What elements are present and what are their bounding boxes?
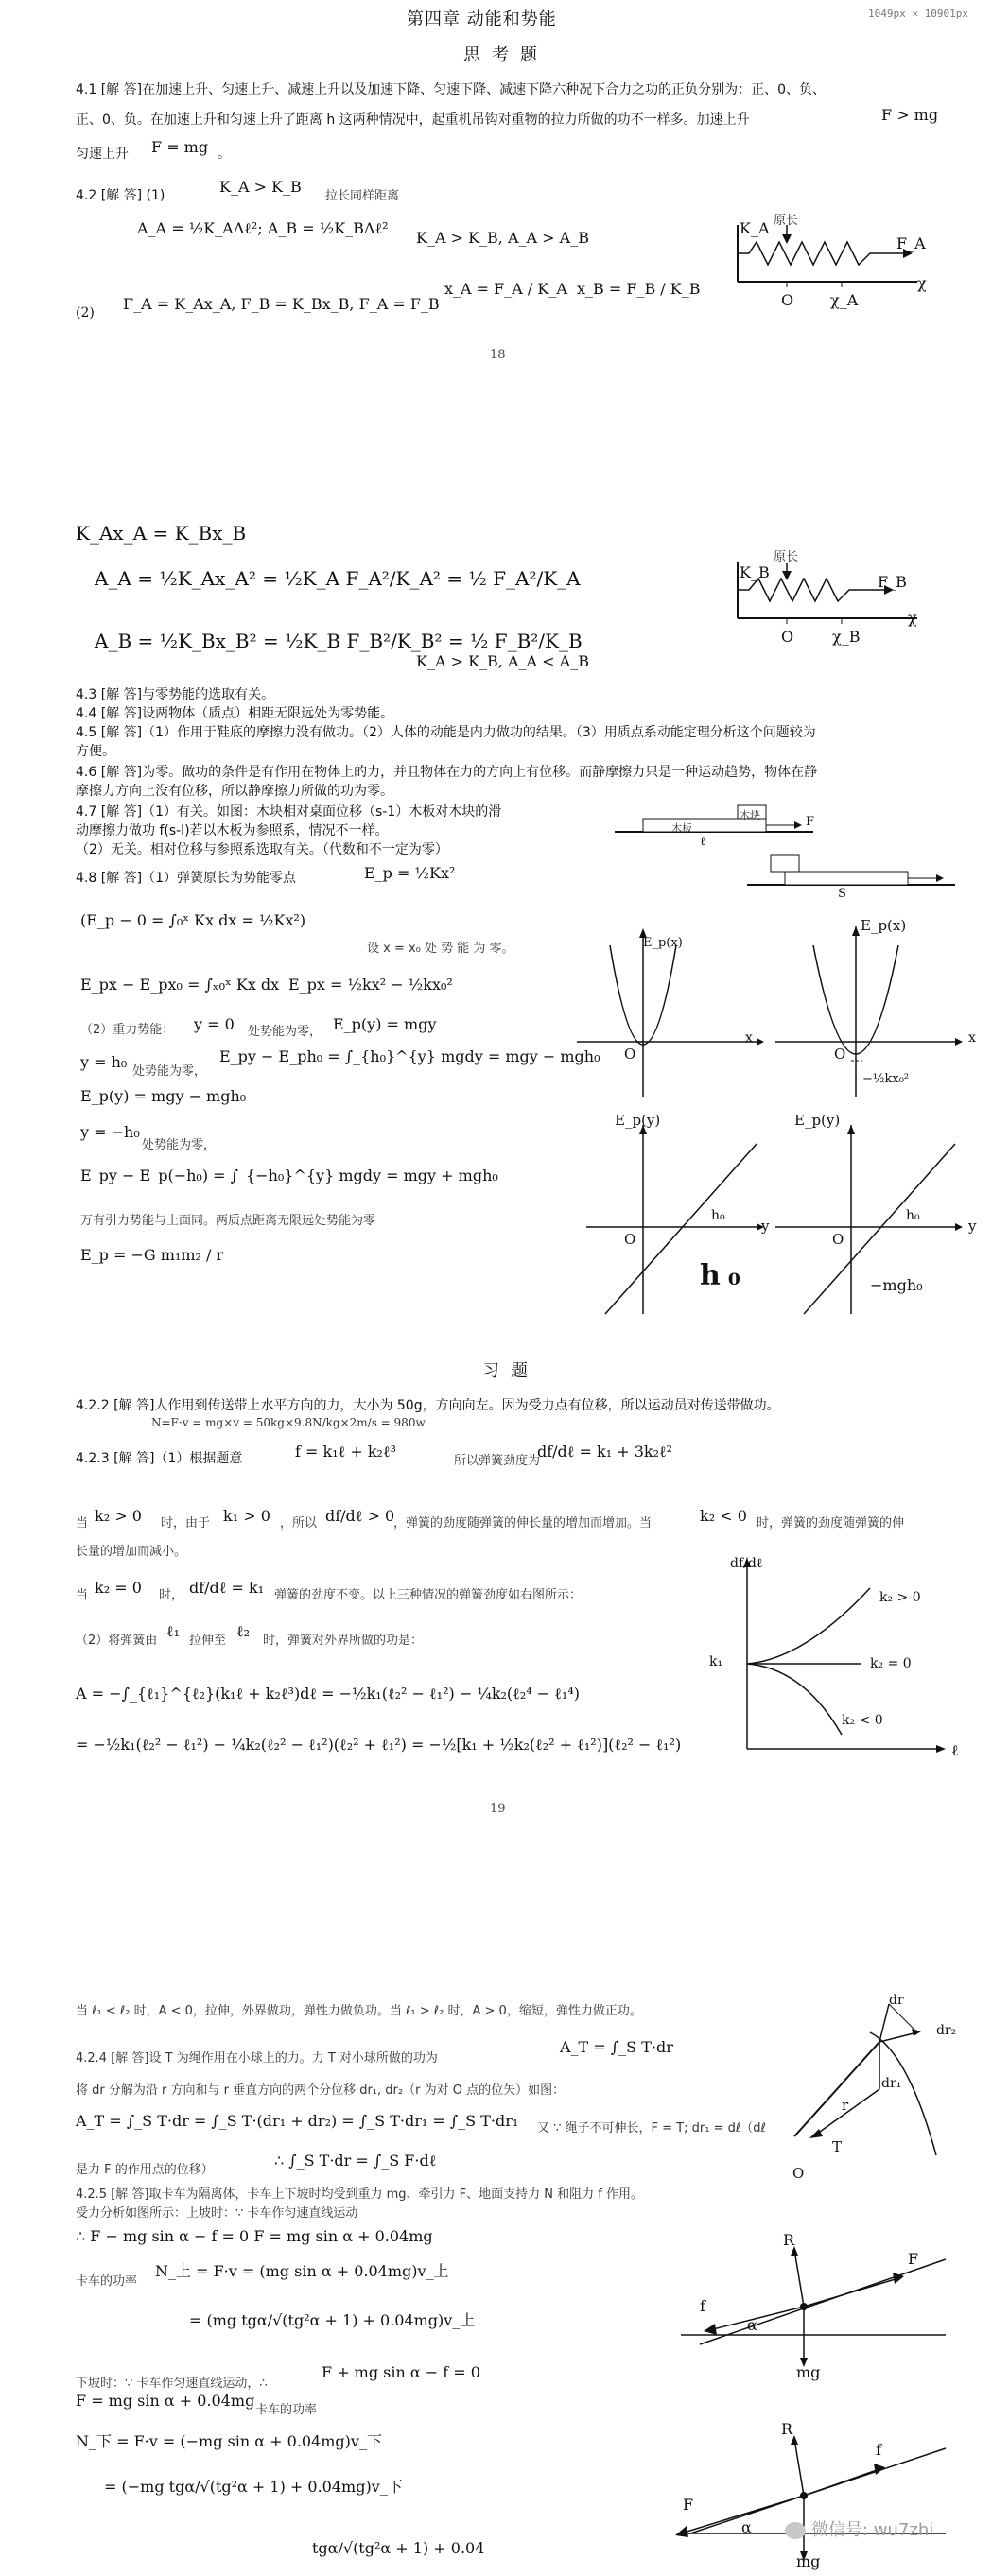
figure-s-label: S [838,887,846,901]
exercise-4-2-4-line-3: 是力 F 的作用点的位移） [76,2163,214,2177]
incline-bottom-f: F [683,2496,694,2514]
stiffness-plot [719,1550,965,1768]
spring-figure-b-label: 原长 [774,550,799,564]
exercise-4-2-3-l4c: 拉伸至 [189,1634,227,1648]
plot-4-y-label: E_p(y) [794,1112,841,1129]
plot-2-origin: O [834,1046,846,1063]
answer-4-1-eq-prefix: 匀速上升 [76,147,129,162]
exercise-4-2-3-l1f: df/dℓ > 0 [325,1507,395,1525]
plot-4-min-label: −mgh₀ [870,1276,923,1294]
exercise-4-2-5-line-1: 4.2.5 [解 答]取卡车为隔离体，卡车上下坡时均受到重力 mg、牵引力 F、地面支持力 N 和阻力 f 作用。 [76,2187,643,2202]
answer-4-8-eq2b: E_px = ½kx² − ½kx₀² [288,976,453,994]
block-board-figure [605,792,965,896]
spring-figure-a-force: F_A [896,234,926,252]
answer-4-7-line-1: 4.7 [解 答]（1）有关。如图：木块相对桌面位移（s-1）木板对木块的滑 [76,804,502,820]
answer-4-1-eq-accelerate: F > mg [881,106,939,124]
exercise-4-2-5-down-2: F = mg sin α + 0.04mg [76,2392,255,2410]
answer-4-2-work-eq: A_A = ½K_AΔℓ²; A_B = ½K_BΔℓ² [137,219,389,237]
answer-4-8-eq1-note: 设 x = x₀ 处 势 能 为 零。 [367,942,514,956]
answer-4-2-lead: 4.2 [解 答] (1) [76,188,165,203]
answer-4-3: 4.3 [解 答]与零势能的选取有关。 [76,687,275,702]
exercise-4-2-4-line-1: 4.2.4 [解 答]设 T 为绳作用在小球上的力。力 T 对小球所做的功为 [76,2051,438,2066]
exercise-4-2-5-down-1-lead: 下坡时：∵ 卡车作匀速直线运动，∴ [76,2377,268,2391]
answer-4-7-line-3: （2）无关。相对位移与参照系选取有关。（代数和不一定为零） [76,842,448,857]
rope-figure-dr1: dr₁ [881,2076,902,2091]
exercise-4-2-2-calc: N=F·v = mg×v = 50kg×9.8N/kg×2m/s = 980w [151,1416,426,1429]
stiffness-plot-curve-zero: k₂ = 0 [870,1656,912,1671]
exercise-4-2-3-mid: 所以弹簧劲度为 [454,1454,541,1468]
incline-top-fsmall: f [700,2297,705,2315]
answer-4-8-lead: 4.8 [解 答]（1）弹簧原长为势能零点 [76,871,296,886]
exercise-4-2-5-line-2: 受力分析如图所示：上坡时：∵ 卡车作匀速直线运动 [76,2206,358,2221]
page-number-18: 18 [490,348,506,362]
answer-4-8-g3: E_p(y) = mgy − mgh₀ [80,1087,247,1105]
stiffness-plot-curve-positive: k₂ > 0 [879,1590,921,1605]
rope-figure-dr: dr [889,1993,904,2008]
stiffness-plot-x-label: ℓ [951,1741,959,1759]
image-dimensions-label: 1049px × 10901px [868,8,968,20]
answer-4-8-gravity-lead: （2）重力势能： [80,1023,175,1037]
exercise-4-2-3-l3c: 时， [159,1588,184,1602]
exercise-4-2-3-work-eq-2: = −½k₁(ℓ₂² − ℓ₁²) − ¼k₂(ℓ₂² − ℓ₁²)(ℓ₂² + ℓ₁²) = −½[k₁ + ½k₂(ℓ₂² + ℓ₁²)](ℓ₂² − ℓ₁²) [76,1736,682,1754]
plot-2-y-label: E_p(x) [861,917,907,934]
spring-figure-a-axis: χ [917,274,927,292]
exercise-4-2-3-l1b: k₂ > 0 [95,1507,142,1525]
exercise-4-2-4-tail: 又 ∵ 绳子不可伸长，F = T; dr₁ = dℓ（dℓ [537,2121,766,2135]
incline-top-r: R [783,2231,795,2249]
rope-figure-origin: O [792,2165,805,2182]
rope-figure-dr2: dr₂ [936,2023,957,2038]
exercise-4-2-5-up-1: ∴ F − mg sin α − f = 0 F = mg sin α + 0.04mg [76,2227,433,2245]
incline-bottom-mg: mg [796,2552,821,2570]
answer-4-5-line-1: 4.5 [解 答]（1）作用于鞋底的摩擦力没有做功。（2）人体的动能是内力做功的结果。（3）用质点系动能定理分析这个问题较为 [76,725,816,740]
figure-block-label: 木块 [740,809,760,821]
plot-1-y-label: E_p(x) [643,936,683,950]
page2-eq-3: A_B = ½K_Bx_B² = ½K_B F_B²/K_B² = ½ F_B²/K_B [95,630,583,652]
plot-3-big-h0: h₀ [700,1259,748,1292]
plot-2-min-label: −½kx₀² [862,1072,910,1086]
answer-4-2-xb: x_B = F_B / K_B [577,280,701,298]
exercise-4-2-4-eq-2: A_T = ∫_S T·dr = ∫_S T·(dr₁ + dr₂) = ∫_S T·dr₁ = ∫_S T·dr₁ [76,2112,519,2130]
wechat-watermark-text: 微信号: wu7zhi [811,2520,934,2540]
answer-4-1-line-2: 正、0、负。在加速上升和匀速上升了距离 h 这两种情况中，起重机吊钩对重物的拉力所做的功不一样多。加速上升 [76,112,750,128]
answer-4-6-line-2: 摩擦力方向上没有位移，所以静摩擦力所做的功为零。 [76,784,393,799]
exercise-4-2-5-down-2-tail: 卡车的功率 [255,2403,318,2417]
exercise-4-2-5-up-2-lead: 卡车的功率 [76,2274,138,2289]
plot-3-y-label: E_p(y) [615,1112,661,1129]
figure-force-label: F [806,815,815,829]
plot-3-x-label: y [761,1218,770,1235]
answer-4-1-line-1: 4.1 [解 答]在加速上升、匀速上升、减速上升以及加速下降、匀速下降、减速下降六种况下合力之功的正负分别为：正、0、负、 [76,82,826,97]
answer-4-8-y-h0-note: 处势能为零， [132,1064,207,1079]
rope-figure-t: T [832,2138,843,2155]
exercise-4-2-3-l1h: k₂ < 0 [700,1507,747,1525]
spring-figure-a-k: K_A [740,219,770,237]
incline-top-mg: mg [796,2363,821,2381]
wechat-icon [785,2522,806,2539]
exercise-4-2-3-l4b: ℓ₁ [166,1622,181,1640]
plot-4-origin: O [832,1231,844,1248]
answer-4-8-y-neg-note: 处势能为零， [142,1138,217,1152]
plot-2-x-label: x [968,1030,976,1046]
answer-4-7-line-2: 动摩擦力做功 f(s-l)若以木板为参照系，情况不一样。 [76,823,389,838]
exercise-4-2-3-l3d: df/dℓ = k₁ [189,1579,265,1597]
page3-line-1: 当 ℓ₁ < ℓ₂ 时，A < 0，拉伸，外界做功，弹性力做负功。当 ℓ₁ > ℓ₂ 时，A > 0，缩短，弹性力做正功。 [76,2004,642,2018]
exercise-4-2-3-l1g: ，弹簧的劲度随弹簧的伸长量的增加而增加。当 [393,1516,653,1530]
spring-figure-b [728,543,946,666]
exercise-4-2-2: 4.2.2 [解 答]人作用到传送带上水平方向的力，大小为 50g，方向向左。因为受力点有位移，所以运动员对传送带做功。 [76,1398,780,1413]
exercise-4-2-3-l1a: 当 [76,1516,89,1530]
spring-figure-b-xb: χ_B [832,628,861,646]
section-title-exercises: 习题 [482,1361,539,1381]
plot-1-x-label: x [745,1030,753,1046]
answer-4-8-eq1: (E_p − 0 = ∫₀ˣ Kx dx = ½Kx²) [80,911,306,929]
exercise-4-2-5-down-4: = (−mg tgα/√(tg²α + 1) + 0.04mg)v_下 [104,2478,403,2496]
stiffness-plot-y-label: df/dℓ [730,1556,763,1571]
answer-4-6-line-1: 4.6 [解 答]为零。做功的条件是有作用在物体上的力，并且物体在力的方向上有位移。而静摩擦力只是一种运动趋势，物体在静 [76,765,818,780]
exercise-4-2-3-l3e: 弹簧的劲度不变。以上三种情况的弹簧劲度如右图所示： [274,1588,583,1602]
figure-l-label: ℓ [700,835,706,849]
incline-top-alpha: α [747,2316,757,2334]
plot-3-h0: h₀ [711,1208,725,1223]
exercise-4-2-3-work-eq-1: A = −∫_{ℓ₁}^{ℓ₂}(k₁ℓ + k₂ℓ³)dℓ = −½k₁(ℓ₂² − ℓ₁²) − ¼k₂(ℓ₂⁴ − ℓ₁⁴) [76,1685,580,1703]
answer-4-8-gravitation-eq: E_p = −G m₁m₂ / r [80,1246,224,1264]
incline-bottom-r: R [781,2420,793,2438]
answer-4-2-inequality: K_A > K_B [219,178,302,196]
incline-bottom-alpha: α [741,2518,752,2536]
page-number-19: 19 [490,1802,506,1816]
answer-4-2-force-eq: F_A = K_Ax_A, F_B = K_Bx_B, F_A = F_B [123,295,440,313]
answer-4-8-y0: y = 0 [194,1015,235,1033]
answer-4-8-y-h0: y = h₀ [80,1053,128,1071]
exercise-4-2-3-l2: 长量的增加而减小。 [76,1545,187,1559]
exercise-4-2-3-l3a: 当 [76,1588,89,1602]
exercise-4-2-3-l1e: ，所以 [280,1516,318,1530]
exercise-4-2-3-l4d: ℓ₂ [236,1622,251,1640]
answer-4-4: 4.4 [解 答]设两物体（质点）相距无限远处为零势能。 [76,706,394,721]
plot-4-x-label: y [968,1218,977,1235]
answer-4-2-part2: (2) [76,305,95,320]
answer-4-2-xa: x_A = F_A / K_A [444,280,567,298]
spring-figure-a-label: 原长 [774,214,799,228]
answer-4-1-eq-uniform: F = mg [151,138,209,156]
exercise-4-2-4-line-2: 将 dr 分解为沿 r 方向和与 r 垂直方向的两个分位移 dr₁, dr₂（r 为对 O 点的位矢）如图： [76,2083,566,2098]
spring-figure-b-axis: χ [908,609,917,627]
section-title-thinking: 思考题 [463,45,548,65]
exercise-4-2-5-down-1: F + mg sin α − f = 0 [322,2363,480,2381]
page2-eq-2: A_A = ½K_Ax_A² = ½K_A F_A²/K_A² = ½ F_A²/K_A [95,567,581,590]
answer-4-8-y-neg: y = −h₀ [80,1123,140,1141]
exercise-4-2-3-l3b: k₂ = 0 [95,1579,142,1597]
answer-4-8-mgy: E_p(y) = mgy [333,1015,437,1033]
wechat-watermark [785,2516,933,2541]
exercise-4-2-3-f-eq: f = k₁ℓ + k₂ℓ³ [295,1443,397,1461]
exercise-4-2-5-tail: tgα/√(tg²α + 1) + 0.04 [312,2539,485,2557]
plot-1-origin: O [624,1046,636,1063]
stiffness-plot-curve-negative: k₂ < 0 [842,1713,883,1728]
exercise-4-2-3-k-eq: df/dℓ = k₁ + 3k₂ℓ² [537,1443,673,1461]
incline-top-f: F [908,2250,919,2268]
answer-4-8-gravitation-text: 万有引力势能与上面同。两质点距离无限远处势能为零 [80,1214,376,1228]
chapter-title: 第四章 动能和势能 [407,9,557,29]
incline-bottom-fsmall: f [876,2441,881,2459]
exercise-4-2-3-l1i: 时，弹簧的劲度随弹簧的伸 [757,1516,905,1530]
spring-figure-a-xa: χ_A [830,291,859,309]
answer-4-8-g4: E_py − E_p(−h₀) = ∫_{−h₀}^{y} mgdy = mgy + mgh₀ [80,1167,498,1184]
exercise-4-2-3-lead: 4.2.3 [解 答]（1）根据题意 [76,1451,243,1466]
answer-4-8-g2: E_py − E_ph₀ = ∫_{h₀}^{y} mgdy = mgy − mgh₀ [219,1047,600,1065]
stiffness-plot-k1: k₁ [709,1654,723,1669]
exercise-4-2-3-l1d: k₁ > 0 [223,1507,270,1525]
plot-4-h0: h₀ [906,1208,920,1223]
exercise-4-2-5-down-3: N_下 = F·v = (−mg sin α + 0.04mg)v_下 [76,2432,382,2450]
answer-4-2-note: 拉长同样距离 [325,189,400,203]
answer-4-8-eq2: E_px − E_px₀ = ∫ₓ₀ˣ Kx dx [80,976,280,994]
exercise-4-2-4-eq: A_T = ∫_S T·dr [560,2038,673,2056]
spring-figure-b-force: F_B [878,573,907,591]
exercise-4-2-5-up-2: N_上 = F·v = (mg sin α + 0.04mg)v_上 [155,2262,449,2280]
answer-4-1-eq-suffix: 。 [218,147,231,162]
exercise-4-2-3-l4a: （2）将弹簧由 [76,1634,158,1648]
spring-figure-b-origin: O [781,628,794,646]
answer-4-8-lead-eq: E_p = ½Kx² [364,864,456,882]
rope-figure-r: r [842,2097,849,2114]
answer-4-8-y0-note: 处势能为零， [248,1025,322,1039]
answer-4-5-line-2: 方便。 [76,744,115,759]
plot-3-origin: O [624,1231,636,1248]
figure-board-label: 木板 [671,822,692,835]
exercise-4-2-3-l4e: 时，弹簧对外界所做的功是： [263,1634,424,1648]
exercise-4-2-4-eq-3: ∴ ∫_S T·dr = ∫_S F·dℓ [274,2152,437,2170]
spring-figure-a-origin: O [781,291,794,309]
exercise-4-2-3-l1c: 时，由于 [161,1516,211,1530]
answer-4-2-work-tail: K_A > K_B, A_A > A_B [416,229,589,247]
page2-eq-1: K_Ax_A = K_Bx_B [76,522,247,545]
page2-eq-3-tail: K_A > K_B, A_A < A_B [416,652,589,670]
exercise-4-2-5-up-3: = (mg tgα/√(tg²α + 1) + 0.04mg)v_上 [189,2311,476,2329]
spring-figure-b-k: K_B [740,563,770,581]
